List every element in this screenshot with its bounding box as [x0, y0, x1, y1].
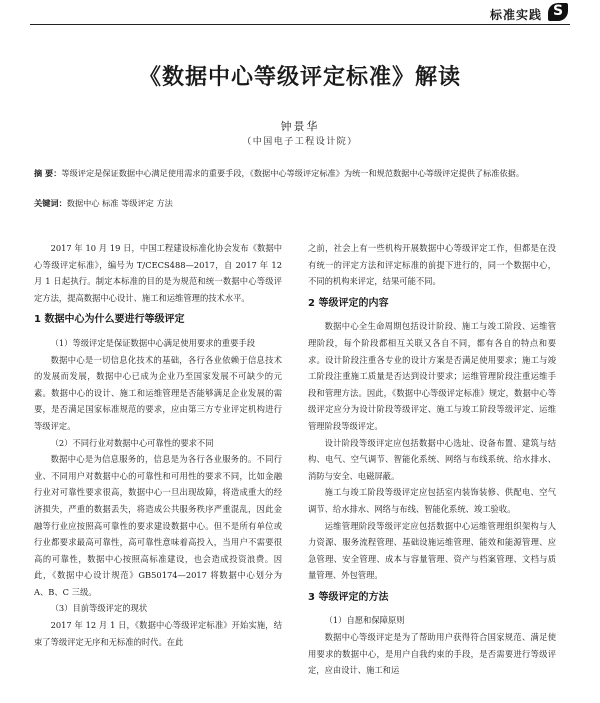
article-author: 钟景华: [280, 120, 320, 133]
section-1-subheading-1: （1）等级评定是保证数据中心满足使用要求的重要手段: [50, 337, 255, 348]
left-column: [34, 240, 282, 650]
header-rule: [30, 24, 570, 25]
abstract-text: 等级评定是保证数据中心满足使用需求的重要手段，《数据中心等级评定标准》为统一和规范数据中心等级评定提供了标准依据。: [61, 168, 525, 178]
section-1-paragraph-1: 数据中心是一切信息化技术的基础，各行各业依赖于信息技术的发展而发展，数据中心已成为企业乃至国家发展不可缺少的元素。数据中心的设计、施工和运维管理是否能够满足企业发展的需要，是否满足国家标准规范的要求，应由第三方专业评定机构进行等级评定。: [34, 354, 282, 431]
section-1-heading: 1 数据中心为什么要进行等级评定: [34, 314, 185, 326]
section-2-paragraph-2: 设计阶段等级评定应包括数据中心选址、设备布置、建筑与结构、电气、空气调节、智能化系统、网络与布线系统、给水排水、消防与安全、电磁屏蔽。: [308, 437, 556, 481]
abstract: [34, 166, 554, 180]
author-affiliation: （中国电子工程设计院）: [242, 137, 358, 147]
section-3-heading: 3 等级评定的方法: [308, 591, 389, 603]
right-column: [308, 240, 556, 679]
section-2-paragraph-3: 施工与竣工阶段等级评定应包括室内装饰装修、供配电、空气调节、给水排水、网络与布线、智能化系统、竣工验收。: [308, 487, 556, 514]
section-2-heading: 2 等级评定的内容: [308, 297, 389, 309]
abstract-label: 摘 要：: [34, 168, 62, 178]
section-2-paragraph-1: 数据中心全生命周期包括设计阶段、施工与竣工阶段、运维管理阶段，每个阶段都相互关联又各自不同，都有各自的特点和要求。设计阶段注重各专业的设计方案是否满足使用要求；施工与竣工阶段注重施工质量是否达到设计要求；运维管理阶段注重运维手段和管理方法。因此，《数据中心等级评定标准》规定，数据中心等级评定应分为设计阶段等级评定、施工与竣工阶段等级评定、运维管理阶段等级评定。: [308, 321, 556, 431]
section-1-subheading-3: （3）目前等级评定的现状: [50, 603, 148, 614]
keywords: [34, 196, 554, 210]
article-title: 《数据中心等级评定标准》解读: [138, 65, 461, 90]
section-1-paragraph-2: 数据中心是为信息服务的，信息是为各行各业服务的。不同行业、不同用户对数据中心的可靠性和可用性的要求不同，比如金融行业对可靠性要求很高，数据中心一旦出现故障，将造成重大的经济损失，严重的数据丢失，将造成公共服务秩序严重混乱，因此金融等行业应按照高可靠性的要求建设数据中心。但不是所有单位或行业都要求最高可靠性，高可靠性意味着高投入，当用户不需要很高的可靠性，数据中心按照高标准建设，也会造成投资浪费。因此，《数据中心设计规范》GB50174—2017 将数据中心划分为 A、B、C 三级。: [34, 454, 282, 597]
section-1-subheading-2: （2）不同行业对数据中心可靠性的要求不同: [50, 437, 214, 448]
keywords-text: 数据中心 标准 等级评定 方法: [66, 198, 173, 208]
section-label: 标准实践: [489, 8, 542, 22]
keywords-label: 关键词：: [34, 198, 67, 208]
section-3-subheading-1: （1）自愿和保障原则: [324, 615, 405, 626]
section-2-paragraph-4: 运维管理阶段等级评定应包括数据中心运维管理组织架构与人力资源、服务流程管理、基础设施运维管理、能效和能源管理、应急管理、安全管理、成本与容量管理、资产与档案管理、文档与质量管理、外包管理。: [308, 520, 556, 581]
continued-paragraph: 之前，社会上有一些机构开展数据中心等级评定工作，但都是在没有统一的评定方法和评定标准的前提下进行的，同一个数据中心，不同的机构来评定，结果可能不同。: [308, 243, 556, 287]
intro-paragraph: 2017 年 10 月 19 日，中国工程建设标准化协会发布《数据中心等级评定标准》，编号为 T/CECS488—2017，自 2017 年 12 月 1 日起执行。制定本标准的目的是为规范和统一数据中心等级评定方法，提高数据中心设计、施工和运维管理的技术水平。: [34, 243, 282, 303]
journal-logo-icon: [548, 3, 568, 21]
page-header: [0, 0, 600, 28]
section-1-paragraph-3: 2017 年 12 月 1 日，《数据中心等级评定标准》开始实施，结束了等级评定无序和无标准的时代。在此: [34, 620, 282, 647]
section-3-paragraph-1: 数据中心等级评定是为了帮助用户获得符合国家规范、满足使用要求的数据中心，是用户自我约束的手段，是否需要进行等级评定，应由设计、施工和运: [308, 632, 556, 676]
